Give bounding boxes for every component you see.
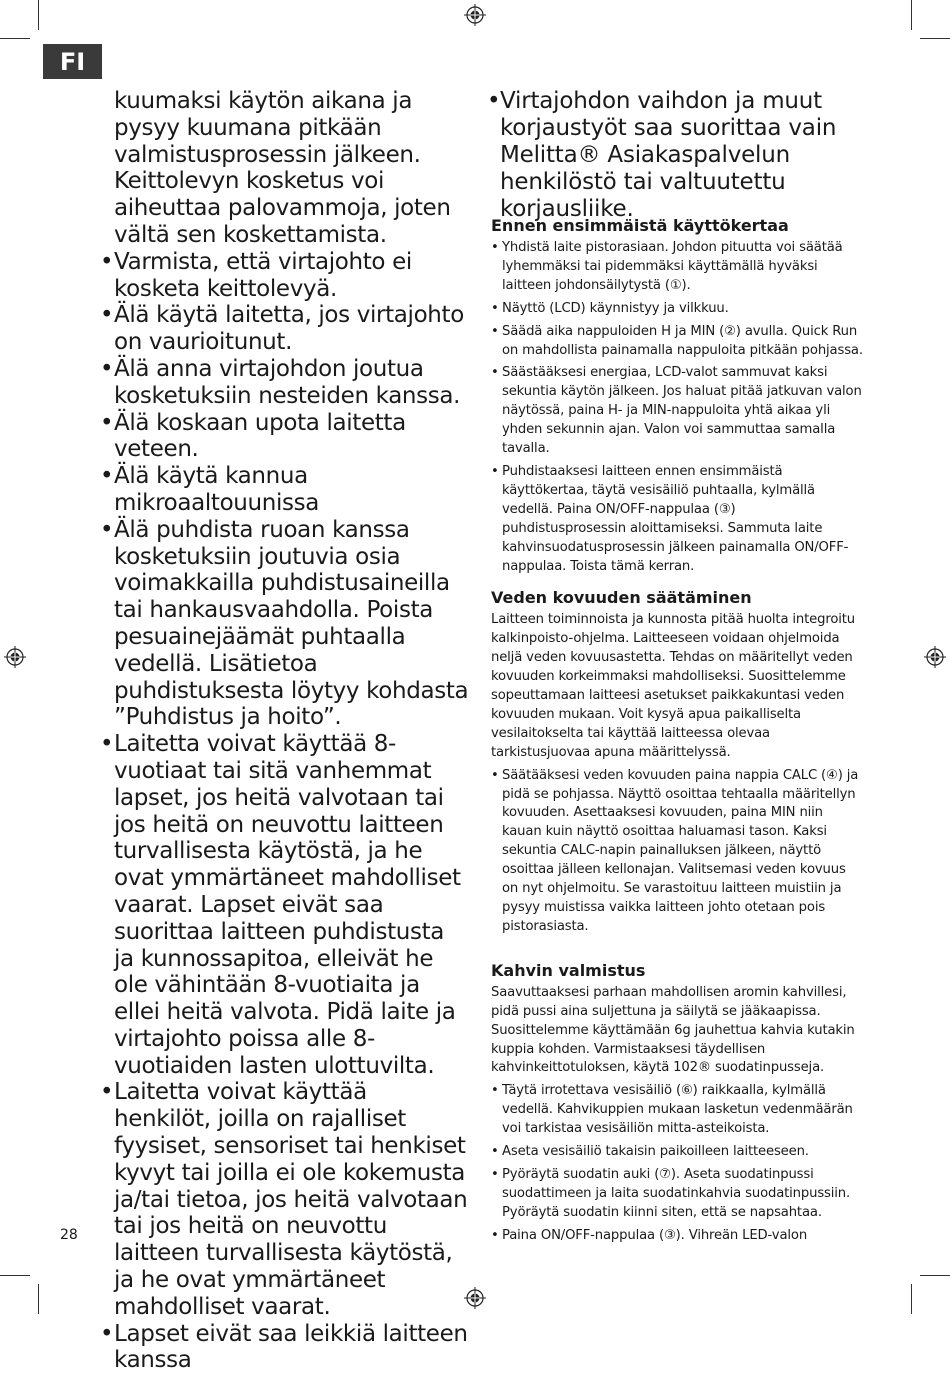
list-item: • Laitetta voivat käyttää henkilöt, joilla on rajalliset fyysiset, sensoriset tai henkiset kyvyt tai joilla ei ole kokemusta ja/tai tietoa, jos heitä valvotaan tai jos heitä on neuvottu laitteen turvallisesta käytöstä, ja he ovat ymmärtäneet mahdolliset vaarat. xyxy=(98,1079,470,1320)
right-top-notice xyxy=(487,88,867,223)
list-item: • Yhdistä laite pistorasiaan. Johdon pituutta voi säätää lyhemmäksi tai pidemmäksi käyttämällä hyväksi laitteen johdonsäilytystä (①). xyxy=(491,239,863,296)
list-item: • Puhdistaaksesi laitteen ennen ensimmäistä käyttökertaa, täytä vesisäiliö puhtaalla, kylmällä vedellä. Paina ON/OFF-nappulaa (③) puhdistusprosessin aloittamiseksi. Sammuta laite kahvinsuodatusprosessin jälkeen painamalla ON/OFF-nappulaa. Toista tämä kerran. xyxy=(491,463,863,576)
list-item: • Paina ON/OFF-nappulaa (③). Vihreän LED-valon xyxy=(491,1227,863,1246)
crop-mark-bottom-right xyxy=(911,1284,912,1314)
section-heading-water-hardness: Veden kovuuden säätäminen xyxy=(491,588,752,608)
registration-mark-top xyxy=(464,4,486,26)
list-item: • Älä käytä laitetta, jos virtajohto on vaurioitunut. xyxy=(98,302,470,356)
list-item: • Älä käytä kannua mikroaaltouunissa xyxy=(98,463,470,517)
list-item: • Älä koskaan upota laitetta veteen. xyxy=(98,410,470,464)
water-hardness-list xyxy=(491,767,863,937)
list-item: • Älä puhdista ruoan kanssa kosketuksiin joutuvia osia voimakkailla puhdistusaineilla tai hankausvaahdolla. Poista pesuainejäämät puhtaalla vedellä. Lisätietoa puhdistuksesta löytyy kohdasta ”Puhdistus ja hoito”. xyxy=(98,517,470,731)
list-item: • Laitetta voivat käyttää 8-vuotiaat tai sitä vanhemmat lapset, jos heitä valvotaan tai jos heitä on neuvottu laitteen turvallisesta käytöstä, ja he ovat ymmärtäneet mahdolliset vaarat. Lapset eivät saa suorittaa laitteen puhdistusta ja kunnossapitoa, elleivät he ole vähintään 8-vuotiaita ja ellei heitä valvota. Pidä laite ja virtajohto poissa alle 8-vuotiaiden lasten ulottuvilta. xyxy=(98,731,470,1079)
list-item: • Näyttö (LCD) käynnistyy ja vilkkuu. xyxy=(491,300,863,319)
safety-list xyxy=(98,249,470,1374)
list-item: • Lapset eivät saa leikkiä laitteen kanssa xyxy=(98,1321,470,1374)
coffee-making-paragraph: Saavuttaaksesi parhaan mahdollisen aromin kahvillesi, pidä pussi aina suljettuna ja säilytä se jääkaapissa. Suosittelemme käyttämään 6g jauhettua kahvia kutakin kuppia kohden. Varmistaaksesi täydellisen kahvinkeittotuloksen, käytä 102® suodatinpusseja. xyxy=(491,984,855,1076)
list-item: • Älä anna virtajohdon joutua kosketuksiin nesteiden kanssa. xyxy=(98,356,470,410)
list-item: • Pyöräytä suodatin auki (⑦). Aseta suodatinpussi suodattimeen ja laita suodatinkahvia suodatinpussiin. Pyöräytä suodatin kiinni siten, että se napsahtaa. xyxy=(491,1166,863,1223)
list-item: • Säästääksesi energiaa, LCD-valot sammuvat kaksi sekuntia käytön jälkeen. Jos haluat pitää jatkuvan valon näytössä, paina H- ja MIN-nappuloita yhtä aikaa yli yhden sekunnin ajan. Valon voi sammuttaa samalla tavalla. xyxy=(491,364,863,459)
list-item: • Virtajohdon vaihdon ja muut korjaustyöt saa suorittaa vain Melitta® Asiakaspalvelun henkilöstö tai valtuutettu korjausliike. xyxy=(487,88,867,223)
section-spacer xyxy=(491,580,863,588)
first-use-list xyxy=(491,239,863,576)
page-number: 28 xyxy=(60,1227,78,1243)
registration-mark-left xyxy=(4,646,26,668)
section-heading-coffee-making: Kahvin valmistus xyxy=(491,960,646,980)
left-intro-text: kuumaksi käytön aikana ja pysyy kuumana pitkään valmistusprosessin jälkeen. Keittolevyn kosketus voi aiheuttaa palovammoja, joten vältä sen koskettamista. xyxy=(114,88,451,248)
crop-mark-left-bottom xyxy=(0,1275,30,1276)
list-item: • Varmista, että virtajohto ei kosketa keittolevyä. xyxy=(98,249,470,303)
list-item: • Aseta vesisäiliö takaisin paikoilleen laitteeseen. xyxy=(491,1143,863,1162)
list-item: • Säädä aika nappuloiden H ja MIN (②) avulla. Quick Run on mahdollista painamalla nappuloita pitkään pohjassa. xyxy=(491,323,863,361)
language-tab: FI xyxy=(43,44,102,79)
crop-mark-right-top xyxy=(920,38,950,39)
crop-mark-bottom-left xyxy=(38,1284,39,1314)
list-item: • Säätääksesi veden kovuuden paina nappia CALC (④) ja pidä se pohjassa. Näyttö osoittaa tehtaalla määritellyn kovuuden. Asettaaksesi kovuuden, paina MIN niin kauan kuin näyttö osoittaa haluamasi tason. Kaksi sekuntia CALC-napin painalluksen jälkeen, näyttö osoittaa jälleen kellonajan. Valitsemasi veden kovuus on nyt ohjelmoitu. Se varastoituu laitteen muistiin ja pysyy muistissa vaikka laitteen johto otetaan pois pistorasiasta. xyxy=(491,767,863,937)
crop-mark-top-left xyxy=(38,0,39,30)
water-hardness-paragraph: Laitteen toiminnoista ja kunnosta pitää huolta integroitu kalkinpoisto-ohjelma. Laitteeseen voidaan ohjelmoida neljä veden kovuusastetta. Tehdas on määritellyt veden kovuuden korkeimmaksi mahdolliseksi. Suosittelemme sopeuttamaan laitteesi asetukset paikkakuntasi veden kovuuden mukaan. Voit kysyä apua paikalliselta vesilaitokselta tai käyttää laitteessa olevaa tarkistusjuovaa apuna määrittelyssä. xyxy=(491,612,855,760)
section-spacer xyxy=(491,941,863,961)
registration-mark-right xyxy=(924,646,946,668)
left-column xyxy=(98,88,470,1374)
coffee-making-list xyxy=(491,1082,863,1245)
crop-mark-right-bottom xyxy=(920,1275,950,1276)
right-column xyxy=(491,216,863,1250)
crop-mark-top-right xyxy=(911,0,912,30)
list-item: • Täytä irrotettava vesisäiliö (⑥) raikkaalla, kylmällä vedellä. Kahvikuppien mukaan lasketun vedenmäärän voi tarkistaa vesisäiliön mitta-asteikoista. xyxy=(491,1082,863,1139)
crop-mark-left-top xyxy=(0,38,30,39)
section-heading-first-use: Ennen ensimmäistä käyttökertaa xyxy=(491,216,789,235)
